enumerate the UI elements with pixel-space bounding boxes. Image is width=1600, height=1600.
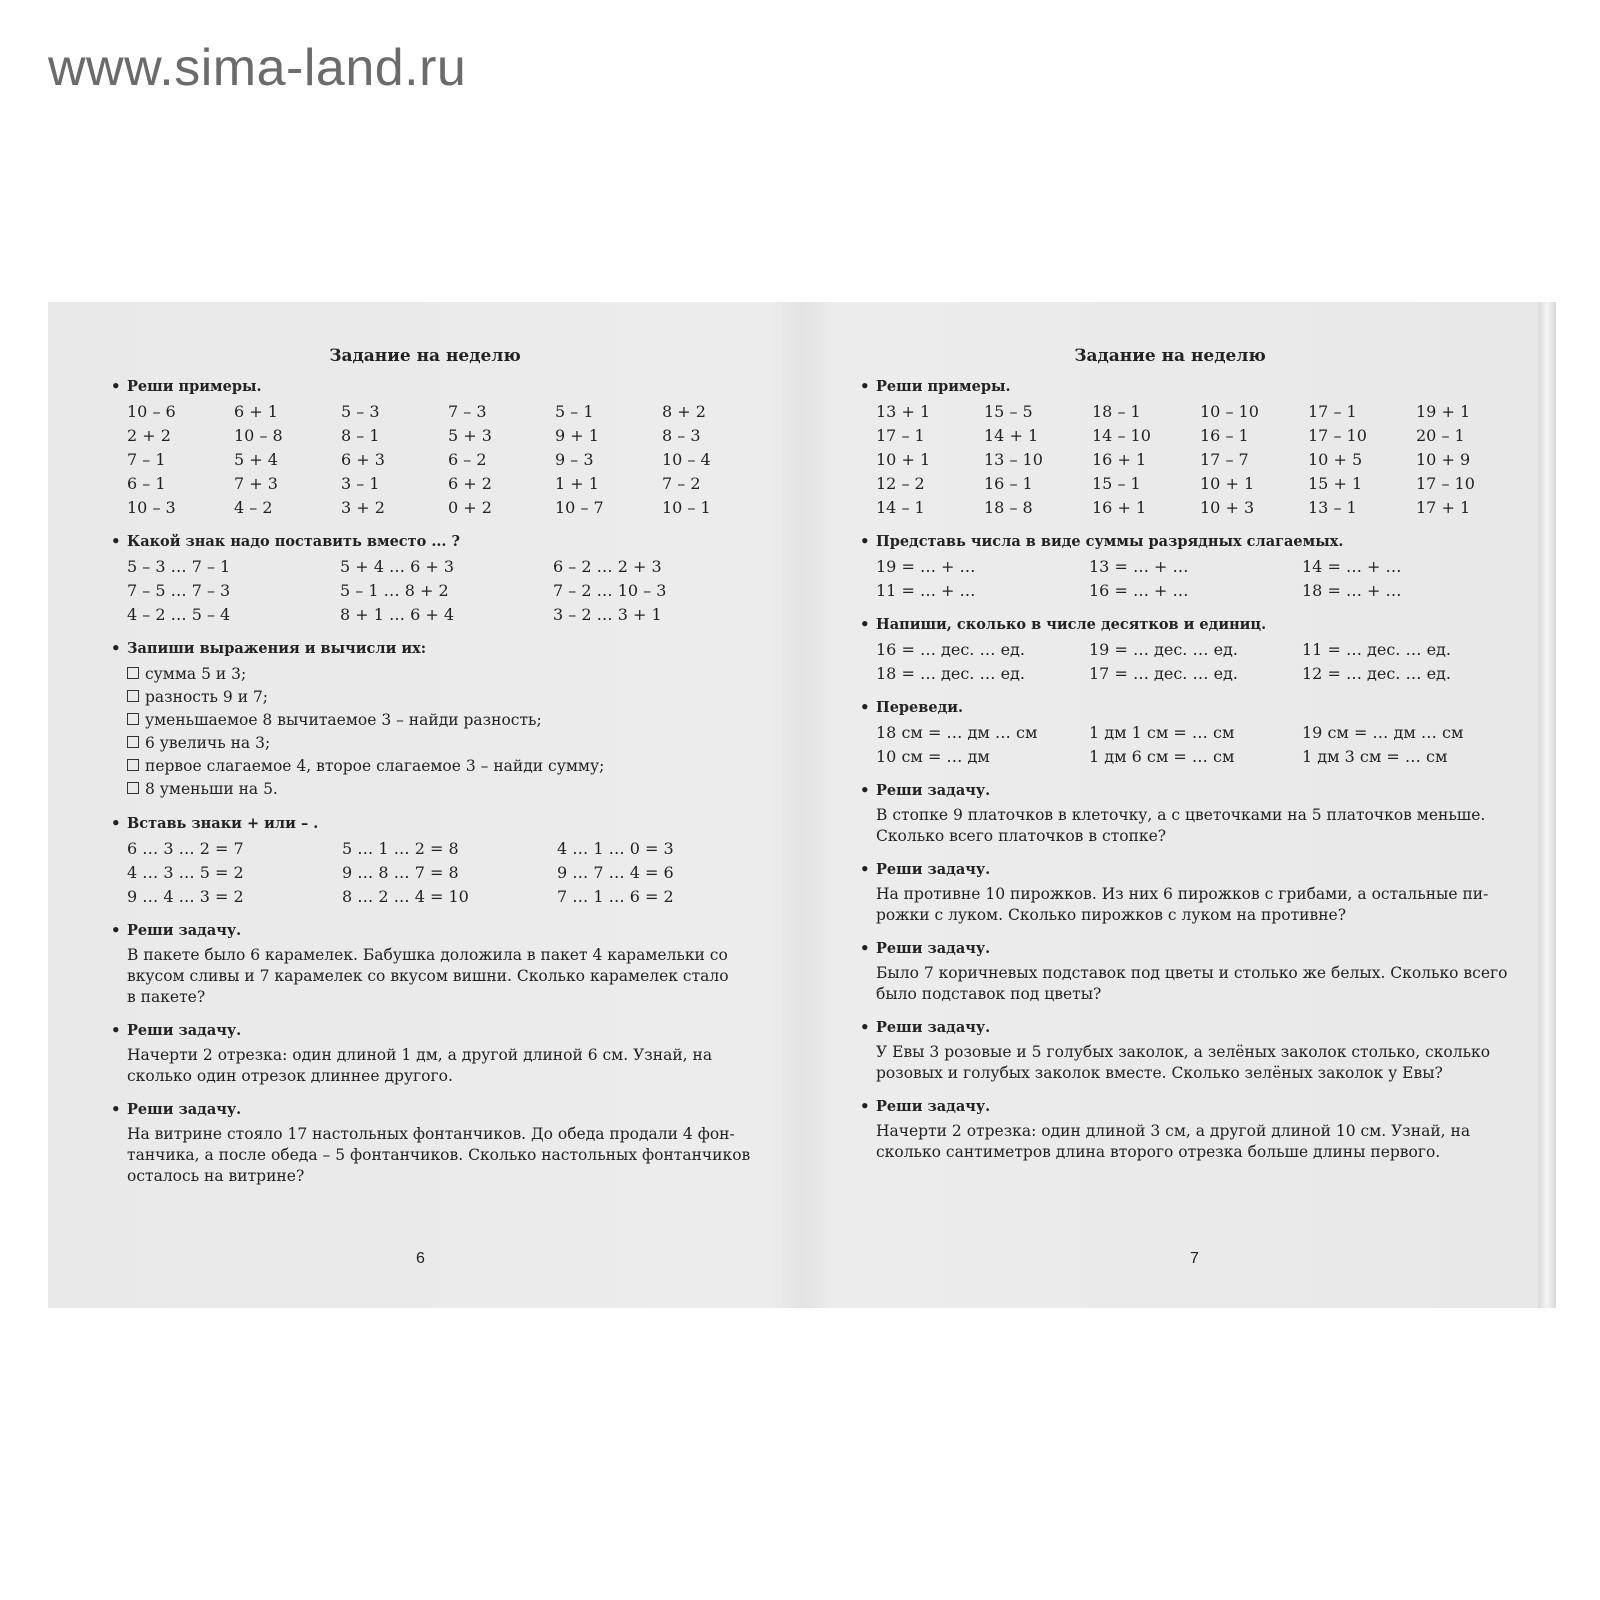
task-text — [862, 963, 1522, 1005]
page-edge — [1538, 302, 1556, 1308]
task-text — [113, 1124, 753, 1187]
section-write-expressions — [113, 640, 753, 801]
section-task — [862, 940, 1522, 1005]
expression-cell: 1 + 1 — [555, 474, 599, 493]
task-text — [113, 945, 753, 1008]
compare-grid — [113, 556, 753, 626]
expression-cell: 6 – 2 … 2 + 3 — [553, 557, 662, 576]
page-number: 7 — [1190, 1250, 1199, 1267]
expression-cell: 8 … 2 … 4 = 10 — [342, 887, 469, 906]
expression-cell: 7 – 1 — [127, 450, 166, 469]
task-line: сколько сантиметров длина второго отрезка больше длины первого. — [876, 1143, 1441, 1161]
expression-cell: 11 = … + … — [876, 581, 976, 600]
expression-cell: 6 + 3 — [341, 450, 385, 469]
task-line: Сколько всего платочков в стопке? — [876, 827, 1167, 845]
expression-cell: 5 – 1 … 8 + 2 — [340, 581, 449, 600]
expression-cell: 5 + 3 — [448, 426, 492, 445]
expression-cell: 10 см = … дм — [876, 747, 990, 766]
expression-cell: 7 + 3 — [234, 474, 278, 493]
expression-cell: 5 – 1 — [555, 402, 594, 421]
checkbox-item-text: разность 9 и 7; — [145, 688, 269, 706]
expression-cell: 16 – 1 — [984, 474, 1033, 493]
expression-cell: 7 – 2 … 10 – 3 — [553, 581, 667, 600]
place-value-grid — [862, 556, 1522, 602]
checkbox-item — [113, 755, 753, 778]
section-heading: • Реши задачу. — [862, 940, 1522, 957]
task-line: было подставок под цветы? — [876, 985, 1102, 1003]
expression-cell: 19 = … дес. … ед. — [1089, 640, 1238, 659]
section-heading: • Напиши, сколько в числе десятков и единиц. — [862, 616, 1522, 633]
expression-cell: 15 + 1 — [1308, 474, 1363, 493]
expression-cell: 18 – 1 — [1092, 402, 1141, 421]
section-tens-units — [862, 616, 1522, 685]
section-heading: • Реши задачу. — [113, 1022, 753, 1039]
right-page-content — [862, 378, 1522, 1163]
expression-cell: 16 + 1 — [1092, 450, 1147, 469]
expression-cell: 10 + 1 — [1200, 474, 1255, 493]
book-spread — [48, 302, 1556, 1308]
expression-cell: 9 + 1 — [555, 426, 599, 445]
expression-cell: 10 – 3 — [127, 498, 176, 517]
section-insert-signs — [113, 815, 753, 908]
task-line: Было 7 коричневых подставок под цветы и столько же белых. Сколько всего — [876, 964, 1508, 982]
left-page — [48, 302, 802, 1308]
expression-cell: 20 – 1 — [1416, 426, 1465, 445]
expression-cell: 8 + 2 — [662, 402, 706, 421]
section-heading: • Какой знак надо поставить вместо ... ? — [113, 533, 753, 550]
expression-cell: 5 + 4 — [234, 450, 278, 469]
expression-cell: 18 см = … дм … см — [876, 723, 1038, 742]
checkbox-item-text: первое слагаемое 4, второе слагаемое 3 – найди сумму; — [145, 757, 605, 775]
examples-grid — [113, 401, 753, 519]
expression-cell: 4 – 2 — [234, 498, 273, 517]
checkbox-item-text: сумма 5 и 3; — [145, 665, 247, 683]
task-text — [862, 1121, 1522, 1163]
task-line: На витрине стояло 17 настольных фонтанчиков. До обеда продали 4 фон- — [127, 1125, 735, 1143]
expression-cell: 12 = … дес. … ед. — [1302, 664, 1451, 683]
expression-cell: 10 + 9 — [1416, 450, 1471, 469]
task-line: В пакете было 6 карамелек. Бабушка доложила в пакет 4 карамельки со — [127, 946, 728, 964]
expression-cell: 19 см = … дм … см — [1302, 723, 1464, 742]
checkbox-item — [113, 778, 753, 801]
section-heading: • Реши задачу. — [862, 782, 1522, 799]
checkbox-item-text: 8 уменьши на 5. — [145, 780, 278, 798]
examples-grid — [862, 401, 1522, 519]
section-heading: • Реши задачу. — [862, 1098, 1522, 1115]
expression-cell: 7 … 1 … 6 = 2 — [557, 887, 674, 906]
expression-cell: 10 – 7 — [555, 498, 604, 517]
watermark: www.sima-land.ru — [48, 39, 467, 97]
expression-cell: 11 = … дес. … ед. — [1302, 640, 1451, 659]
expression-cell: 9 … 8 … 7 = 8 — [342, 863, 459, 882]
expression-cell: 2 + 2 — [127, 426, 171, 445]
right-page — [802, 302, 1538, 1308]
section-examples — [862, 378, 1522, 519]
task-text — [862, 1042, 1522, 1084]
task-line: Начерти 2 отрезка: один длиной 3 см, а другой длиной 10 см. Узнай, на — [876, 1122, 1471, 1140]
expression-cell: 17 = … дес. … ед. — [1089, 664, 1238, 683]
expression-cell: 10 + 3 — [1200, 498, 1255, 517]
checkbox-item-text: 6 увеличь на 3; — [145, 734, 271, 752]
expression-cell: 1 дм 3 см = … см — [1302, 747, 1448, 766]
expression-cell: 8 – 1 — [341, 426, 380, 445]
section-heading: • Реши задачу. — [113, 1101, 753, 1118]
checkbox-item — [113, 686, 753, 709]
expression-cell: 6 – 1 — [127, 474, 166, 493]
expression-cell: 5 – 3 … 7 – 1 — [127, 557, 231, 576]
expression-cell: 5 … 1 … 2 = 8 — [342, 839, 459, 858]
checkbox-square-icon — [127, 759, 139, 771]
checkbox-item — [113, 663, 753, 686]
expression-cell: 3 – 2 … 3 + 1 — [553, 605, 662, 624]
expression-cell: 13 + 1 — [876, 402, 931, 421]
expression-cell: 1 дм 1 см = … см — [1089, 723, 1235, 742]
section-heading: • Реши задачу. — [862, 1019, 1522, 1036]
checkbox-item — [113, 732, 753, 755]
expression-cell: 6 + 2 — [448, 474, 492, 493]
expression-cell: 8 – 3 — [662, 426, 701, 445]
section-heading: • Переведи. — [862, 699, 1522, 716]
expression-cell: 16 – 1 — [1200, 426, 1249, 445]
expression-cell: 9 … 4 … 3 = 2 — [127, 887, 244, 906]
expression-cell: 19 = … + … — [876, 557, 976, 576]
expression-cell: 10 – 4 — [662, 450, 711, 469]
expression-cell: 4 … 3 … 5 = 2 — [127, 863, 244, 882]
section-task — [862, 782, 1522, 847]
expression-cell: 7 – 2 — [662, 474, 701, 493]
section-heading: • Реши задачу. — [862, 861, 1522, 878]
expression-cell: 18 – 8 — [984, 498, 1033, 517]
expression-cell: 14 + 1 — [984, 426, 1039, 445]
signs-grid — [113, 838, 753, 908]
expression-cell: 17 – 7 — [1200, 450, 1249, 469]
expression-cell: 19 + 1 — [1416, 402, 1471, 421]
tens-units-grid — [862, 639, 1522, 685]
section-heading: • Вставь знаки + или – . — [113, 815, 753, 832]
expression-cell: 4 – 2 … 5 – 4 — [127, 605, 231, 624]
section-task — [862, 1019, 1522, 1084]
task-line: Начерти 2 отрезка: один длиной 1 дм, а другой длиной 6 см. Узнай, на — [127, 1046, 713, 1064]
expression-cell: 1 дм 6 см = … см — [1089, 747, 1235, 766]
expression-cell: 14 – 1 — [876, 498, 925, 517]
expression-cell: 10 – 6 — [127, 402, 176, 421]
checkbox-square-icon — [127, 667, 139, 679]
expression-cell: 17 + 1 — [1416, 498, 1471, 517]
expression-cell: 7 – 3 — [448, 402, 487, 421]
expression-cell: 15 – 1 — [1092, 474, 1141, 493]
expression-cell: 9 – 3 — [555, 450, 594, 469]
checkbox-list — [113, 663, 753, 801]
expression-cell: 10 – 1 — [662, 498, 711, 517]
task-text — [862, 805, 1522, 847]
expression-cell: 10 – 10 — [1200, 402, 1259, 421]
section-heading: • Запиши выражения и вычисли их: — [113, 640, 753, 657]
expression-cell: 5 – 3 — [341, 402, 380, 421]
expression-cell: 16 = … + … — [1089, 581, 1189, 600]
expression-cell: 9 … 7 … 4 = 6 — [557, 863, 674, 882]
expression-cell: 4 … 1 … 0 = 3 — [557, 839, 674, 858]
section-task — [113, 922, 753, 1008]
expression-cell: 10 – 8 — [234, 426, 283, 445]
expression-cell: 3 + 2 — [341, 498, 385, 517]
expression-cell: 3 – 1 — [341, 474, 380, 493]
checkbox-square-icon — [127, 690, 139, 702]
section-task — [113, 1101, 753, 1187]
expression-cell: 16 + 1 — [1092, 498, 1147, 517]
task-line: На противне 10 пирожков. Из них 6 пирожков с грибами, а остальные пи- — [876, 885, 1489, 903]
expression-cell: 13 – 1 — [1308, 498, 1357, 517]
section-heading: • Реши примеры. — [862, 378, 1522, 395]
task-line: розовых и голубых заколок вместе. Сколько зелёных заколок у Евы? — [876, 1064, 1443, 1082]
checkbox-square-icon — [127, 782, 139, 794]
task-line: в пакете? — [127, 988, 206, 1006]
expression-cell: 12 – 2 — [876, 474, 925, 493]
task-text — [862, 884, 1522, 926]
expression-cell: 7 – 5 … 7 – 3 — [127, 581, 231, 600]
section-heading: • Реши задачу. — [113, 922, 753, 939]
expression-cell: 16 = … дес. … ед. — [876, 640, 1025, 659]
section-examples — [113, 378, 753, 519]
section-task — [862, 861, 1522, 926]
task-line: осталось на витрине? — [127, 1167, 305, 1185]
section-task — [862, 1098, 1522, 1163]
expression-cell: 18 = … + … — [1302, 581, 1402, 600]
section-which-sign — [113, 533, 753, 626]
expression-cell: 13 – 10 — [984, 450, 1043, 469]
expression-cell: 13 = … + … — [1089, 557, 1189, 576]
task-line: В стопке 9 платочков в клеточку, а с цветочками на 5 платочков меньше. — [876, 806, 1486, 824]
task-line: вкусом сливы и 7 карамелек со вкусом вишни. Сколько карамелек стало — [127, 967, 729, 985]
checkbox-square-icon — [127, 713, 139, 725]
expression-cell: 17 – 1 — [1308, 402, 1357, 421]
task-line: сколько один отрезок длиннее другого. — [127, 1067, 453, 1085]
task-line: рожки с луком. Сколько пирожков с луком на противне? — [876, 906, 1347, 924]
expression-cell: 0 + 2 — [448, 498, 492, 517]
checkbox-item — [113, 709, 753, 732]
expression-cell: 14 – 10 — [1092, 426, 1151, 445]
left-page-content — [113, 378, 753, 1187]
expression-cell: 5 + 4 … 6 + 3 — [340, 557, 455, 576]
page-number: 6 — [416, 1250, 425, 1267]
right-page-title: Задание на неделю — [1074, 346, 1266, 366]
expression-cell: 17 – 1 — [876, 426, 925, 445]
expression-cell: 18 = … дес. … ед. — [876, 664, 1025, 683]
section-place-value-sum — [862, 533, 1522, 602]
expression-cell: 17 – 10 — [1308, 426, 1367, 445]
task-line: У Евы 3 розовые и 5 голубых заколок, а зелёных заколок столько, сколько — [876, 1043, 1491, 1061]
expression-cell: 8 + 1 … 6 + 4 — [340, 605, 455, 624]
checkbox-square-icon — [127, 736, 139, 748]
expression-cell: 14 = … + … — [1302, 557, 1402, 576]
expression-cell: 17 – 10 — [1416, 474, 1475, 493]
section-convert — [862, 699, 1522, 768]
task-line: танчика, а после обеда – 5 фонтанчиков. Сколько настольных фонтанчиков — [127, 1146, 751, 1164]
expression-cell: 6 + 1 — [234, 402, 278, 421]
left-page-title: Задание на неделю — [329, 346, 521, 366]
section-heading: • Представь числа в виде суммы разрядных слагаемых. — [862, 533, 1522, 550]
task-text — [113, 1045, 753, 1087]
expression-cell: 10 + 5 — [1308, 450, 1363, 469]
expression-cell: 6 … 3 … 2 = 7 — [127, 839, 244, 858]
expression-cell: 10 + 1 — [876, 450, 931, 469]
checkbox-item-text: уменьшаемое 8 вычитаемое 3 – найди разность; — [145, 711, 542, 729]
convert-grid — [862, 722, 1522, 768]
section-task — [113, 1022, 753, 1087]
expression-cell: 6 – 2 — [448, 450, 487, 469]
section-heading: • Реши примеры. — [113, 378, 753, 395]
expression-cell: 15 – 5 — [984, 402, 1033, 421]
